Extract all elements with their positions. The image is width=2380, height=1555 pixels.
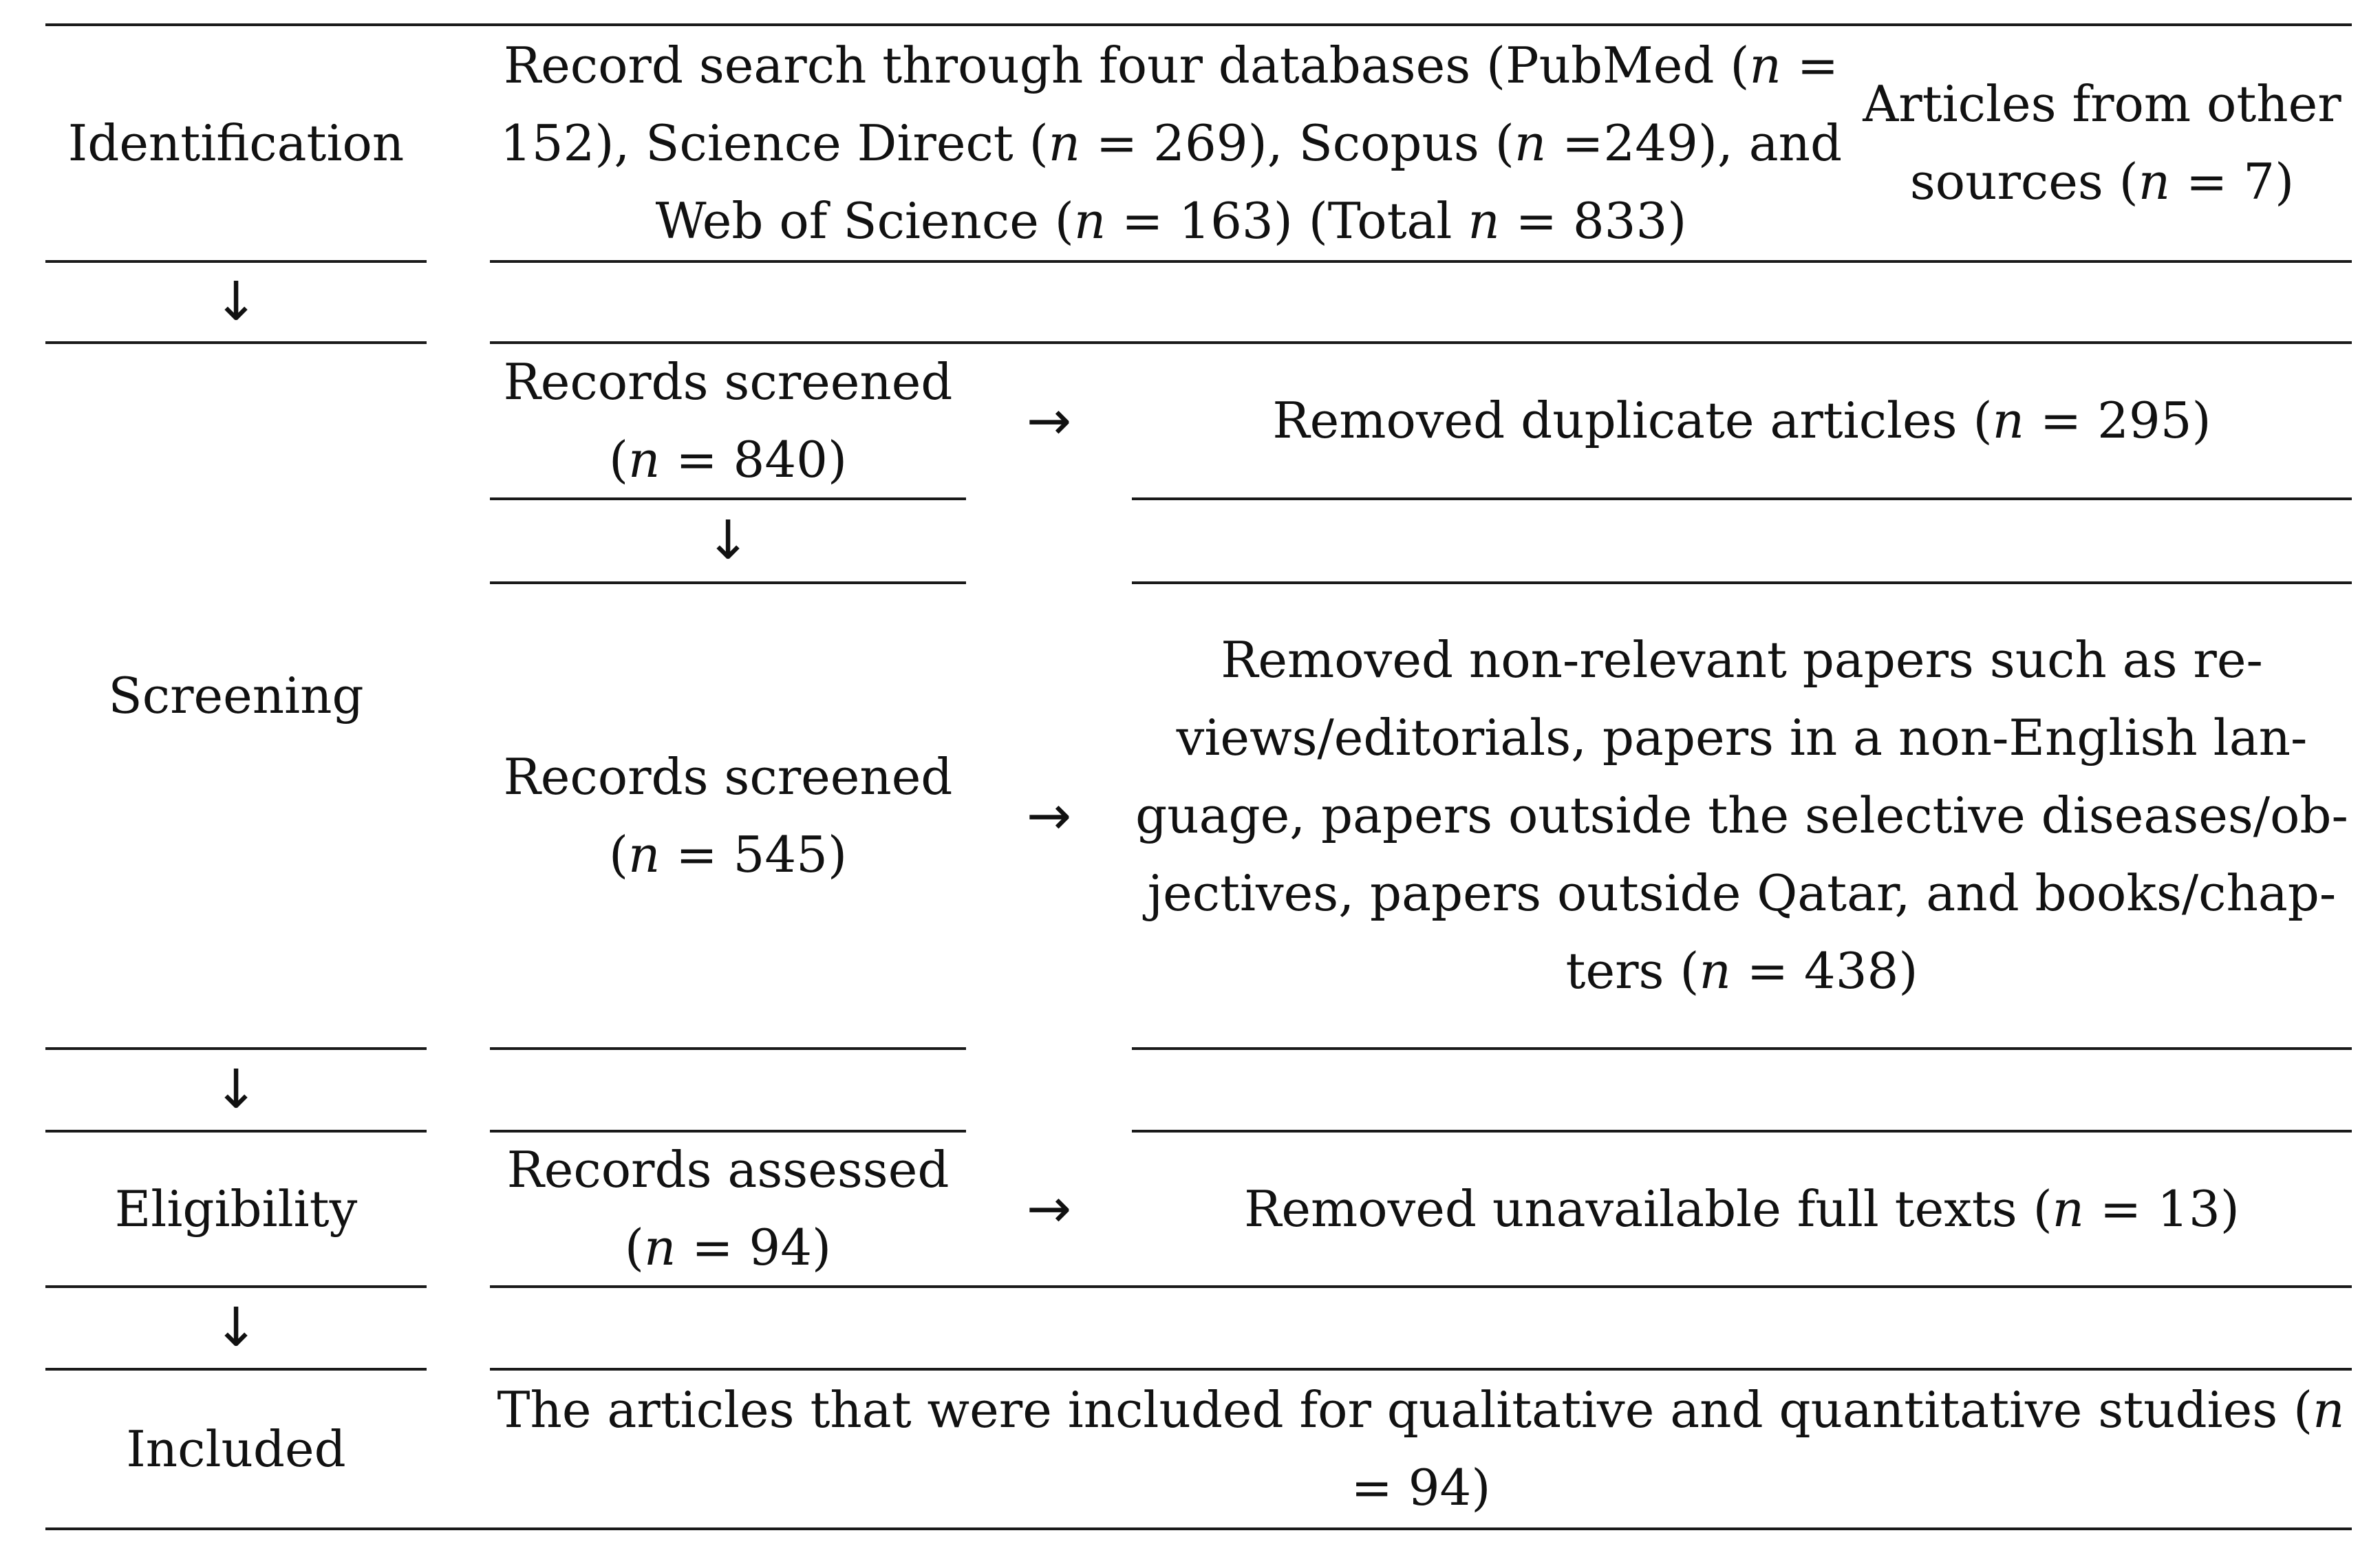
records-screened-840: Records screened (n = 840) xyxy=(503,352,953,489)
rule-bottom xyxy=(45,1527,2352,1530)
stage-identification: Identification xyxy=(67,114,405,172)
stage-screening: Screening xyxy=(108,666,364,725)
rule-right-1 xyxy=(490,260,2352,263)
rule-right-3 xyxy=(1132,497,2352,500)
stage-eligibility: Eligibility xyxy=(114,1179,358,1238)
databases-search-box xyxy=(490,26,1852,260)
records-screened-545: Records screened (n = 545) xyxy=(503,747,953,883)
right-arrow-1: → xyxy=(1026,389,1072,452)
records-assessed-box: Records assessed (n = 94) xyxy=(506,1141,950,1276)
down-arrow-3: ↓ xyxy=(213,1297,259,1359)
down-arrow-mid: ↓ xyxy=(705,510,751,572)
removed-duplicates-box: Removed duplicate articles (n = 295) xyxy=(1272,392,2211,449)
other-sources-box xyxy=(1852,26,2352,260)
right-arrow-3: → xyxy=(1026,1178,1072,1240)
down-arrow-1: ↓ xyxy=(213,271,259,333)
down-arrow-2: ↓ xyxy=(213,1059,259,1121)
other-sources-line-2: sources (n = 7) xyxy=(1909,153,2295,211)
databases-line-2: (n = 152), Science Direct (n = 269), Scopus (n =249), xyxy=(500,36,1839,172)
stage-included: Included xyxy=(126,1419,346,1478)
databases-line-1: Record search through four databases (PubMed xyxy=(503,36,1715,94)
rule-right-5 xyxy=(1132,1047,2352,1050)
databases-line-3: and Web of Science (n = 163) (Total n = 833) xyxy=(655,114,1843,250)
included-articles-box: The articles that were included for qualitative and quantitative studies (n = 94) xyxy=(497,1381,2345,1516)
rule-mid-5 xyxy=(490,1047,966,1050)
removed-nonrelevant-box: Removed non-relevant papers such as re- views/editorials, papers in a non-English lan- guage, papers outside the selective diseases/ob- jectives, papers outside Qatar, and books/chap- ters (n = 438) xyxy=(1135,631,2348,1000)
other-sources-line-1: Articles from other xyxy=(1863,75,2341,133)
removed-unavailable-box: Removed unavailable full texts (n = 13) xyxy=(1244,1179,2240,1238)
right-arrow-2: → xyxy=(1026,784,1072,847)
